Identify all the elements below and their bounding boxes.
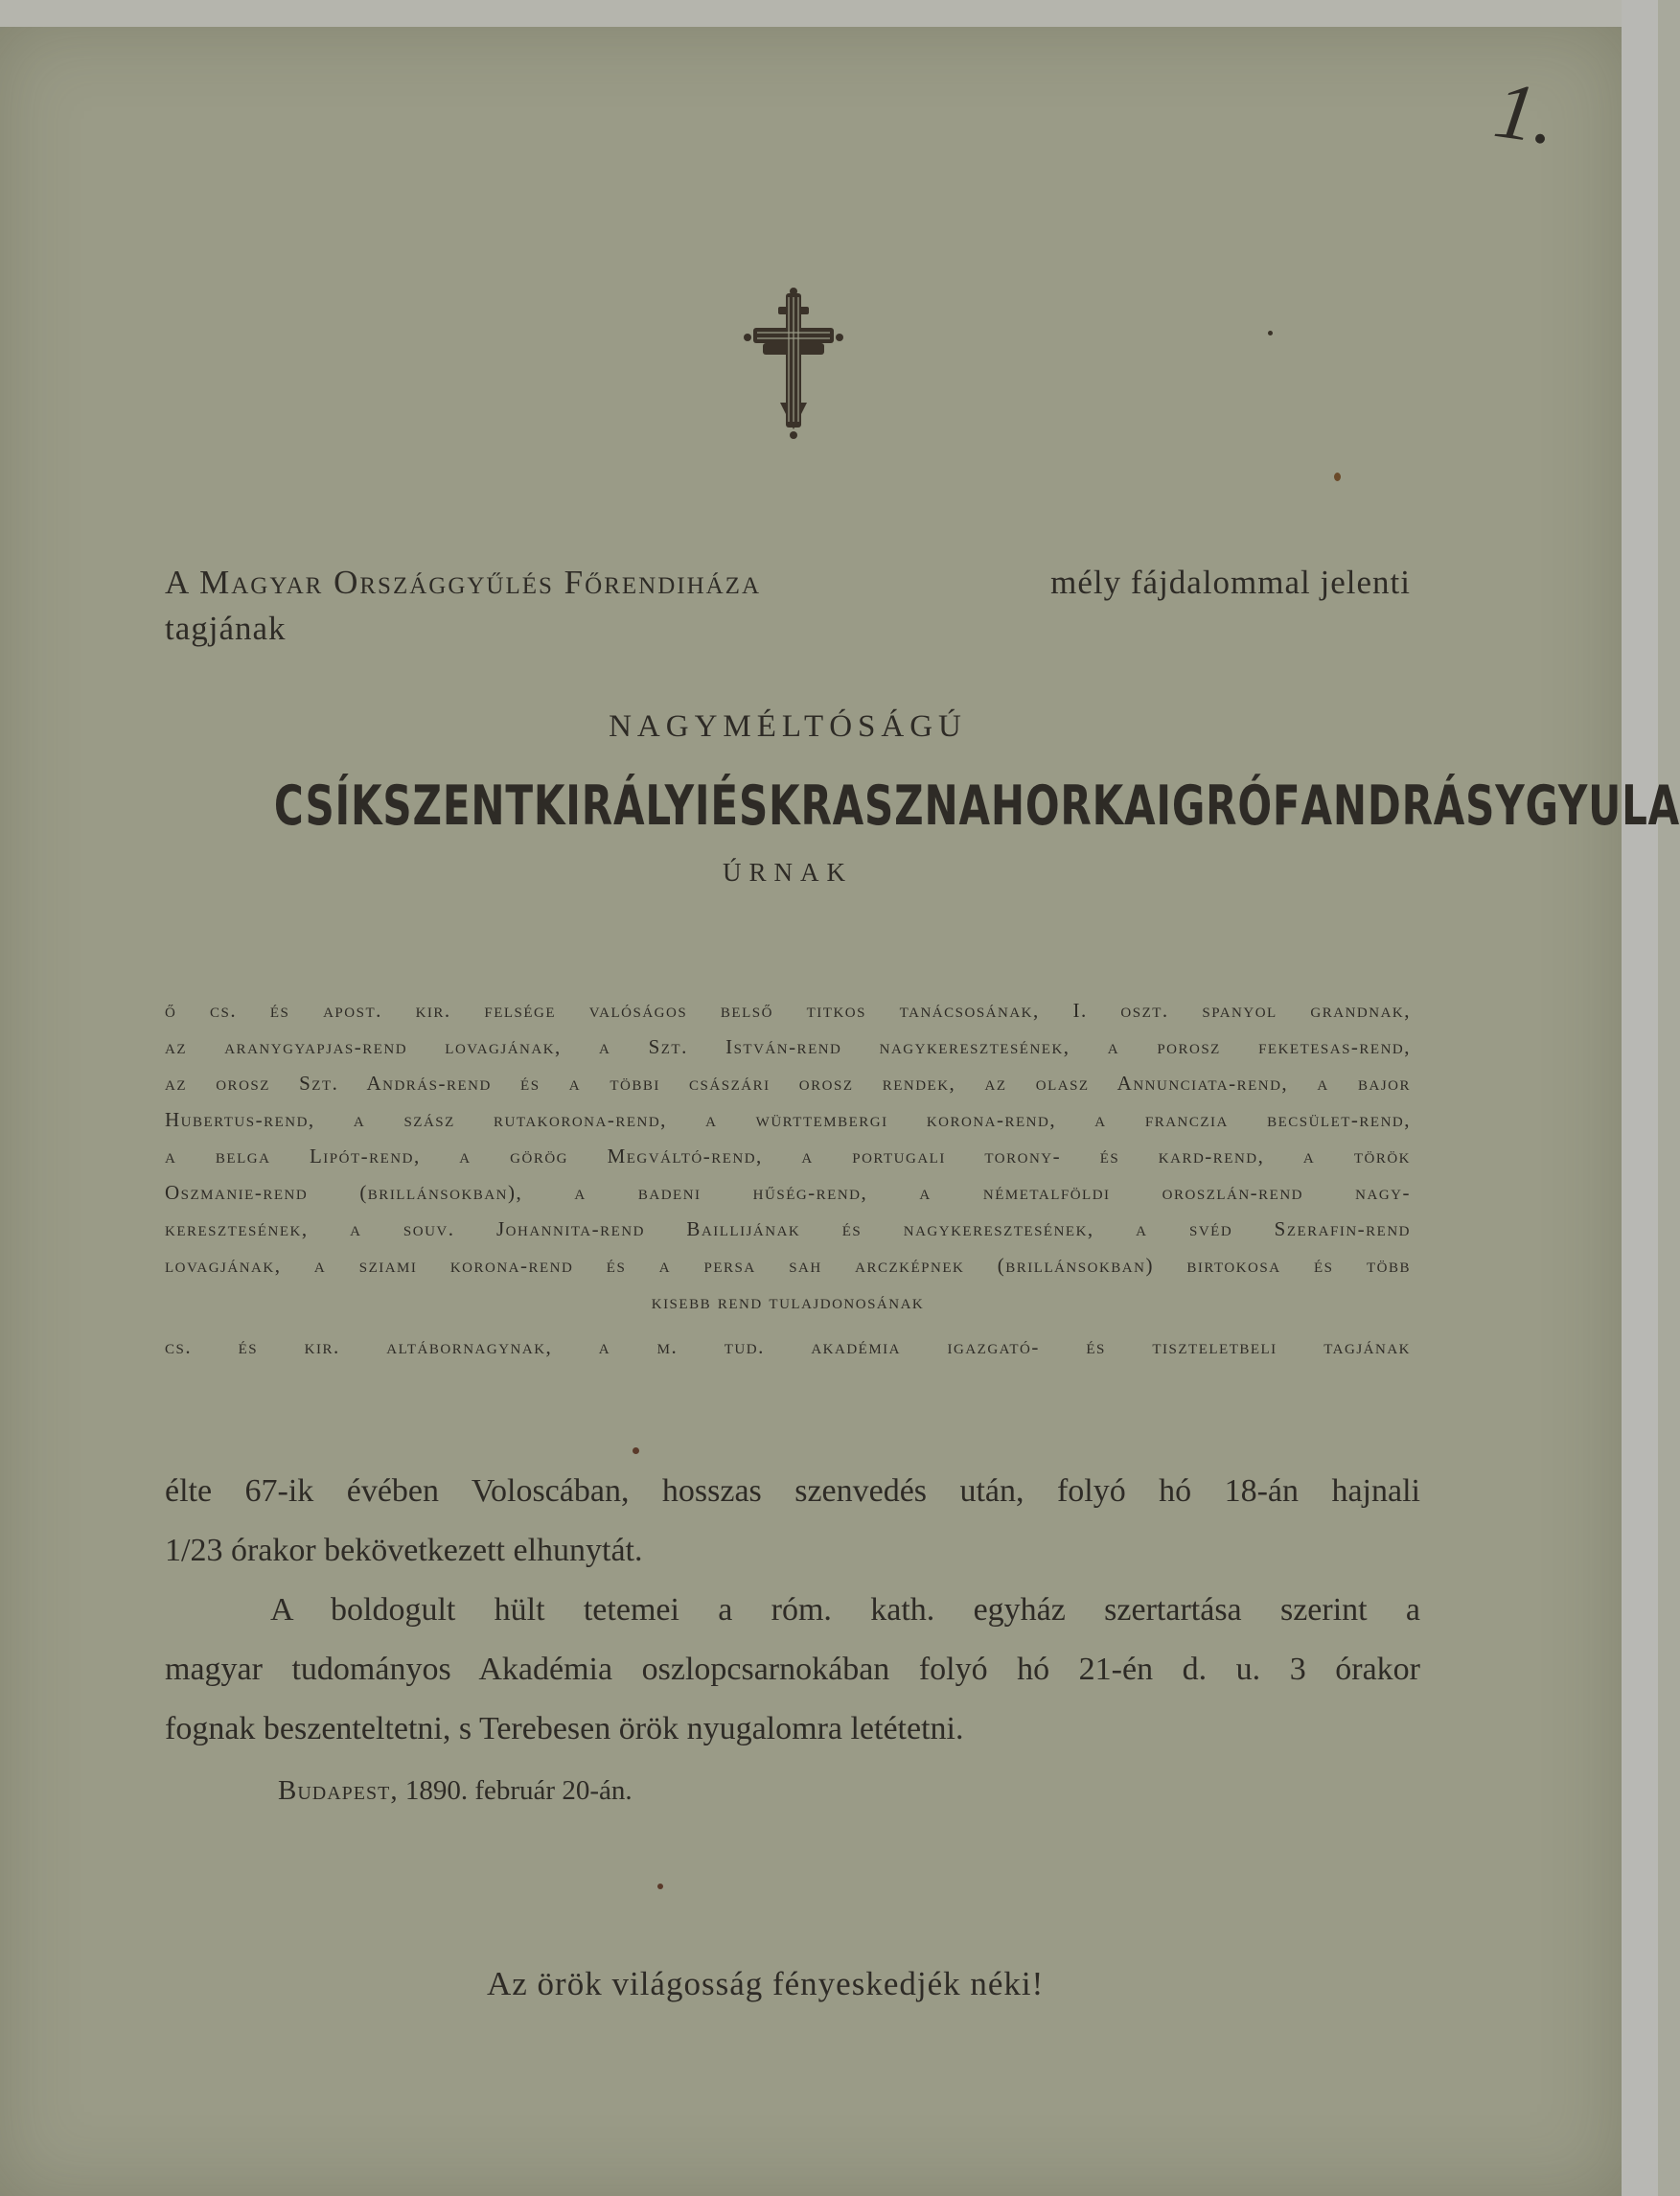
titles-list [165,992,1411,1320]
rank-line: cs. és kir. altábornagynak, a m. tud. akadémia igazgató- és tiszteletbeli tagjának [165,1335,1411,1358]
title-line: Hubertus-rend, a szász rutakorona-rend, a württembergi korona-rend, a franczia becsület-rend, [165,1108,1411,1131]
place-and-date [278,1775,633,1807]
name-word: KRASZNAHORKAI [769,774,1172,838]
body-line: 1/23 órakor bekövetkezett elhunytát. [165,1533,643,1568]
issuing-organization: A Magyar Országgyűlés Főrendiháza [165,564,762,601]
name-word: GRÓF [1171,774,1301,838]
title-line: az orosz Szt. András-rend és a többi császári orosz rendek, az olasz Annunciata-rend, a bajor [165,1072,1411,1095]
paper-speck [1268,331,1273,335]
title-line: keresztesének, a souv. Johannita-rend Baillijának és nagykeresztesének, a svéd Szerafin-rend [165,1217,1411,1240]
name-word: CSÍKSZENTKIRÁLYI [273,774,711,838]
intro-paragraph [165,564,1411,648]
title-line: a belga Lipót-rend, a görög Megváltó-rend, a portugali torony- és kard-rend, a török [165,1144,1411,1167]
body-line: fognak beszenteltetni, s Terebesen örök nyugalomra letétetni. [165,1711,964,1746]
paper-speck [657,1884,663,1889]
name-word: GYULA [1525,774,1680,838]
page-number: 1. [1488,65,1562,162]
title-line: ő cs. és apost. kir. felsége valóságos belső titkos tanácsosának, I. oszt. spanyol grandnak, [165,999,1411,1022]
scan-top-margin [0,0,1658,29]
urnak-heading: ÚRNAK [722,858,853,887]
honorific: NAGYMÉLTÓSÁGÚ [609,709,967,744]
body-line: magyar tudományos Akadémia oszlopcsarnokában folyó hó 21-én d. u. 3 órakor [165,1652,1420,1687]
ornamental-cross-icon [736,288,851,441]
title-line: lovagjának, a sziami korona-rend és a persa sah arczképnek (brillánsokban) birtokosa és több [165,1254,1411,1277]
date: 1890. február 20-án. [404,1775,633,1806]
name-word: ANDRÁSY [1300,774,1526,838]
title-line-center: kisebb rend tulajdonosának [651,1290,925,1313]
paper-speck [1334,473,1341,481]
intro-text-line2: tagjának [165,610,287,647]
deceased-name [273,774,1680,838]
body-line: A boldogult hült tetemei a róm. kath. egyház szertartása szerint a [270,1592,1420,1628]
body-line: élte 67-ik évében Voloscában, hosszas szenvedés után, folyó hó 18-án hajnali [165,1473,1420,1509]
title-line: az aranygyapjas-rend lovagjának, a Szt. István-rend nagykeresztesének, a porosz feketesas-rend, [165,1035,1411,1058]
intro-text: mély fájdalommal jelenti [1050,564,1411,601]
title-line: Oszmanie-rend (brillánsokban), a badeni hűség-rend, a németalföldi oroszlán-rend nagy- [165,1181,1411,1204]
place: Budapest, [278,1775,399,1806]
scan-right-margin [1622,0,1658,2196]
name-word: ÉS [710,774,770,838]
announcement-body [165,1462,1420,1759]
paper-speck [633,1447,639,1454]
closing-blessing: Az örök világosság fényeskedjék néki! [487,1965,1045,2002]
